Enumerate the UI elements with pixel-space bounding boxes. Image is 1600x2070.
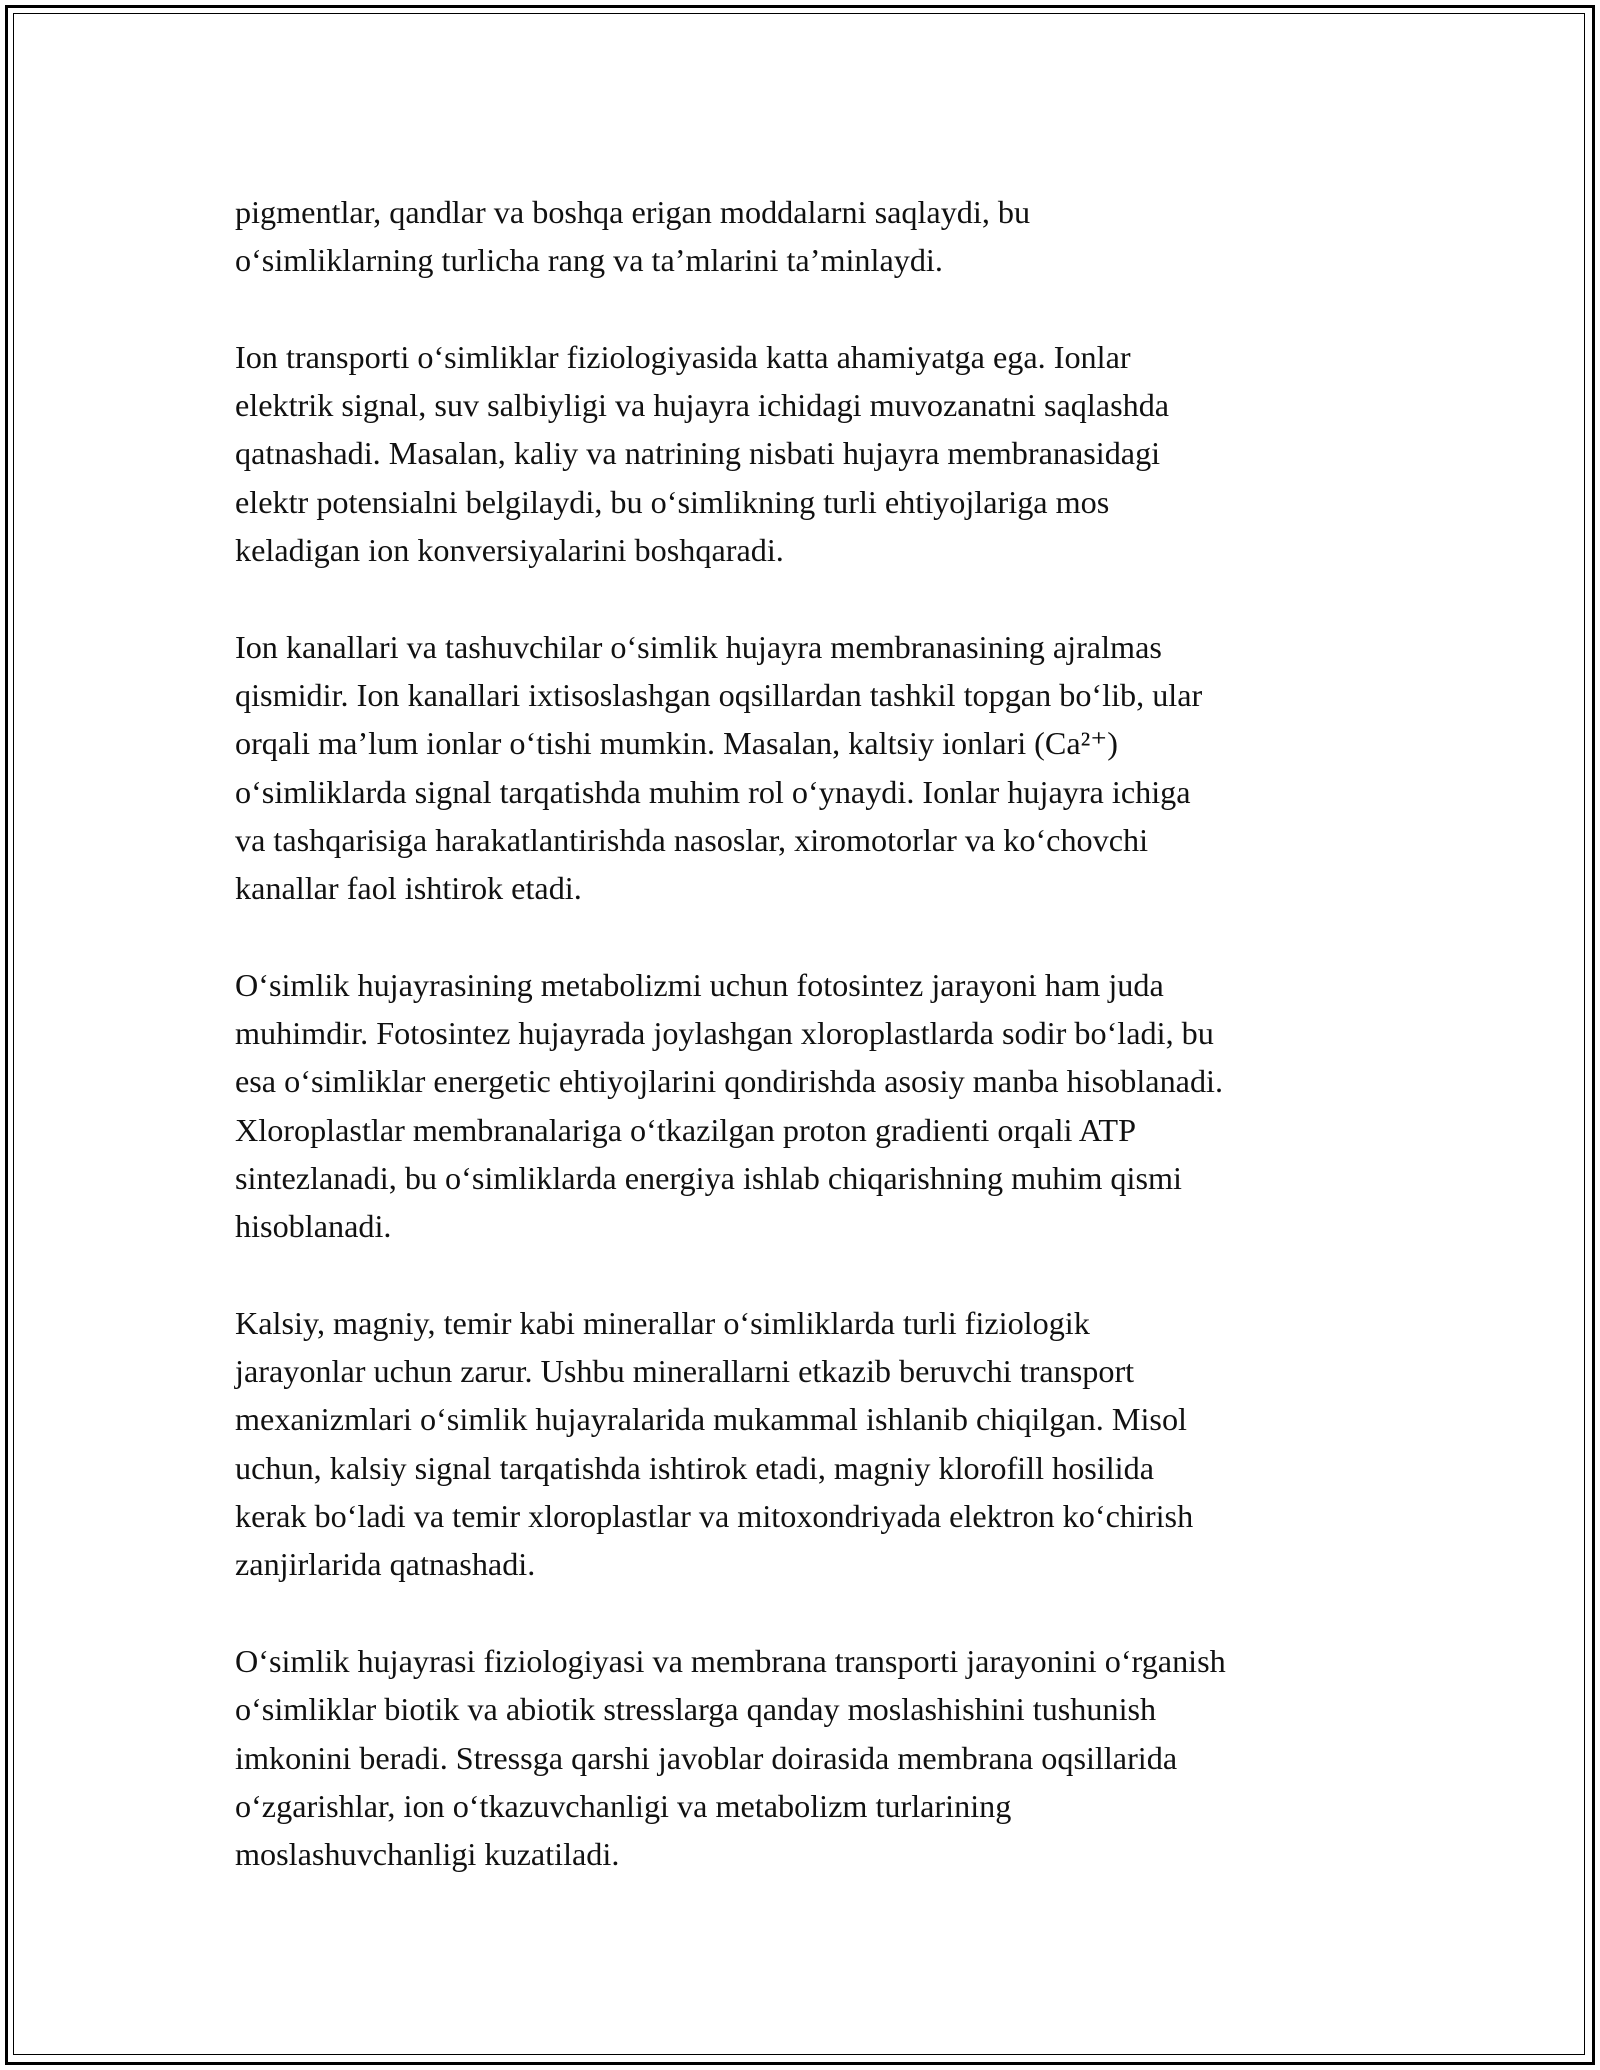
- paragraph-line: o‘simliklarda signal tarqatishda muhim rol o‘ynaydi. Ionlar hujayra ichiga: [235, 773, 1191, 810]
- paragraph-line: keladigan ion konversiyalarini boshqaradi.: [235, 532, 784, 569]
- paragraph-line: sintezlanadi, bu o‘simliklarda energiya ishlab chiqarishning muhim qismi: [235, 1159, 1182, 1196]
- page-body: [235, 188, 1375, 1927]
- paragraph-line: O‘simlik hujayrasi fiziologiyasi va membrana transporti jarayonini o‘rganish: [235, 1642, 1226, 1679]
- paragraph-line: kanallar faol ishtirok etadi.: [235, 870, 582, 907]
- paragraph-line: o‘simliklarning turlicha rang va ta’mlarini ta’minlaydi.: [235, 242, 943, 279]
- paragraph-line: Kalsiy, magniy, temir kabi minerallar o‘simliklarda turli fiziologik: [235, 1304, 1090, 1341]
- paragraph-line: muhimdir. Fotosintez hujayrada joylashgan xloroplastlarda sodir bo‘ladi, bu: [235, 1015, 1214, 1052]
- paragraph-line: mexanizmlari o‘simlik hujayralarida mukammal ishlanib chiqilgan. Misol: [235, 1401, 1187, 1438]
- paragraph-line: moslashuvchanligi kuzatiladi.: [235, 1836, 620, 1873]
- paragraph-2: [235, 333, 1375, 574]
- paragraph-line: uchun, kalsiy signal tarqatishda ishtirok etadi, magniy klorofill hosilida: [235, 1449, 1154, 1486]
- paragraph-line: va tashqarisiga harakatlantirishda nasoslar, xiromotorlar va ko‘chovchi: [235, 821, 1149, 858]
- paragraph-line: o‘zgarishlar, ion o‘tkazuvchanligi va metabolizm turlarining: [235, 1787, 1012, 1824]
- paragraph-line: Ion transporti o‘simliklar fiziologiyasida katta ahamiyatga ega. Ionlar: [235, 338, 1131, 375]
- paragraph-line: Ion kanallari va tashuvchilar o‘simlik hujayra membranasining ajralmas: [235, 628, 1162, 665]
- paragraph-line: imkonini beradi. Stressga qarshi javoblar doirasida membrana oqsillarida: [235, 1739, 1178, 1776]
- paragraph-line: elektrik signal, suv salbiyligi va hujayra ichidagi muvozanatni saqlashda: [235, 387, 1170, 424]
- paragraph-line: qismidir. Ion kanallari ixtisoslashgan oqsillardan tashkil topgan bo‘lib, ular: [235, 676, 1203, 713]
- paragraph-line: elektr potensialni belgilaydi, bu o‘simlikning turli ehtiyojlariga mos: [235, 483, 1110, 520]
- paragraph-1: [235, 188, 1375, 285]
- paragraph-3: [235, 623, 1375, 913]
- paragraph-line: jarayonlar uchun zarur. Ushbu minerallarni etkazib beruvchi transport: [235, 1353, 1135, 1390]
- paragraph-line: qatnashadi. Masalan, kaliy va natrining nisbati hujayra membranasidagi: [235, 435, 1161, 472]
- paragraph-5: [235, 1299, 1375, 1589]
- paragraph-4: [235, 961, 1375, 1251]
- paragraph-line: O‘simlik hujayrasining metabolizmi uchun fotosintez jarayoni ham juda: [235, 966, 1164, 1003]
- paragraph-line: zanjirlarida qatnashadi.: [235, 1546, 536, 1583]
- paragraph-line: pigmentlar, qandlar va boshqa erigan moddalarni saqlaydi, bu: [235, 194, 1031, 230]
- paragraph-line: esa o‘simliklar energetic ehtiyojlarini qondirishda asosiy manba hisoblanadi.: [235, 1063, 1224, 1100]
- paragraph-line: orqali ma’lum ionlar o‘tishi mumkin. Masalan, kaltsiy ionlari (Ca²⁺): [235, 725, 1119, 762]
- paragraph-6: [235, 1637, 1375, 1878]
- paragraph-line: o‘simliklar biotik va abiotik stresslarga qanday moslashishini tushunish: [235, 1691, 1157, 1728]
- paragraph-line: hisoblanadi.: [235, 1208, 392, 1245]
- paragraph-line: kerak bo‘ladi va temir xloroplastlar va mitoxondriyada elektron ko‘chirish: [235, 1498, 1194, 1535]
- paragraph-line: Xloroplastlar membranalariga o‘tkazilgan proton gradienti orqali ATP: [235, 1111, 1136, 1148]
